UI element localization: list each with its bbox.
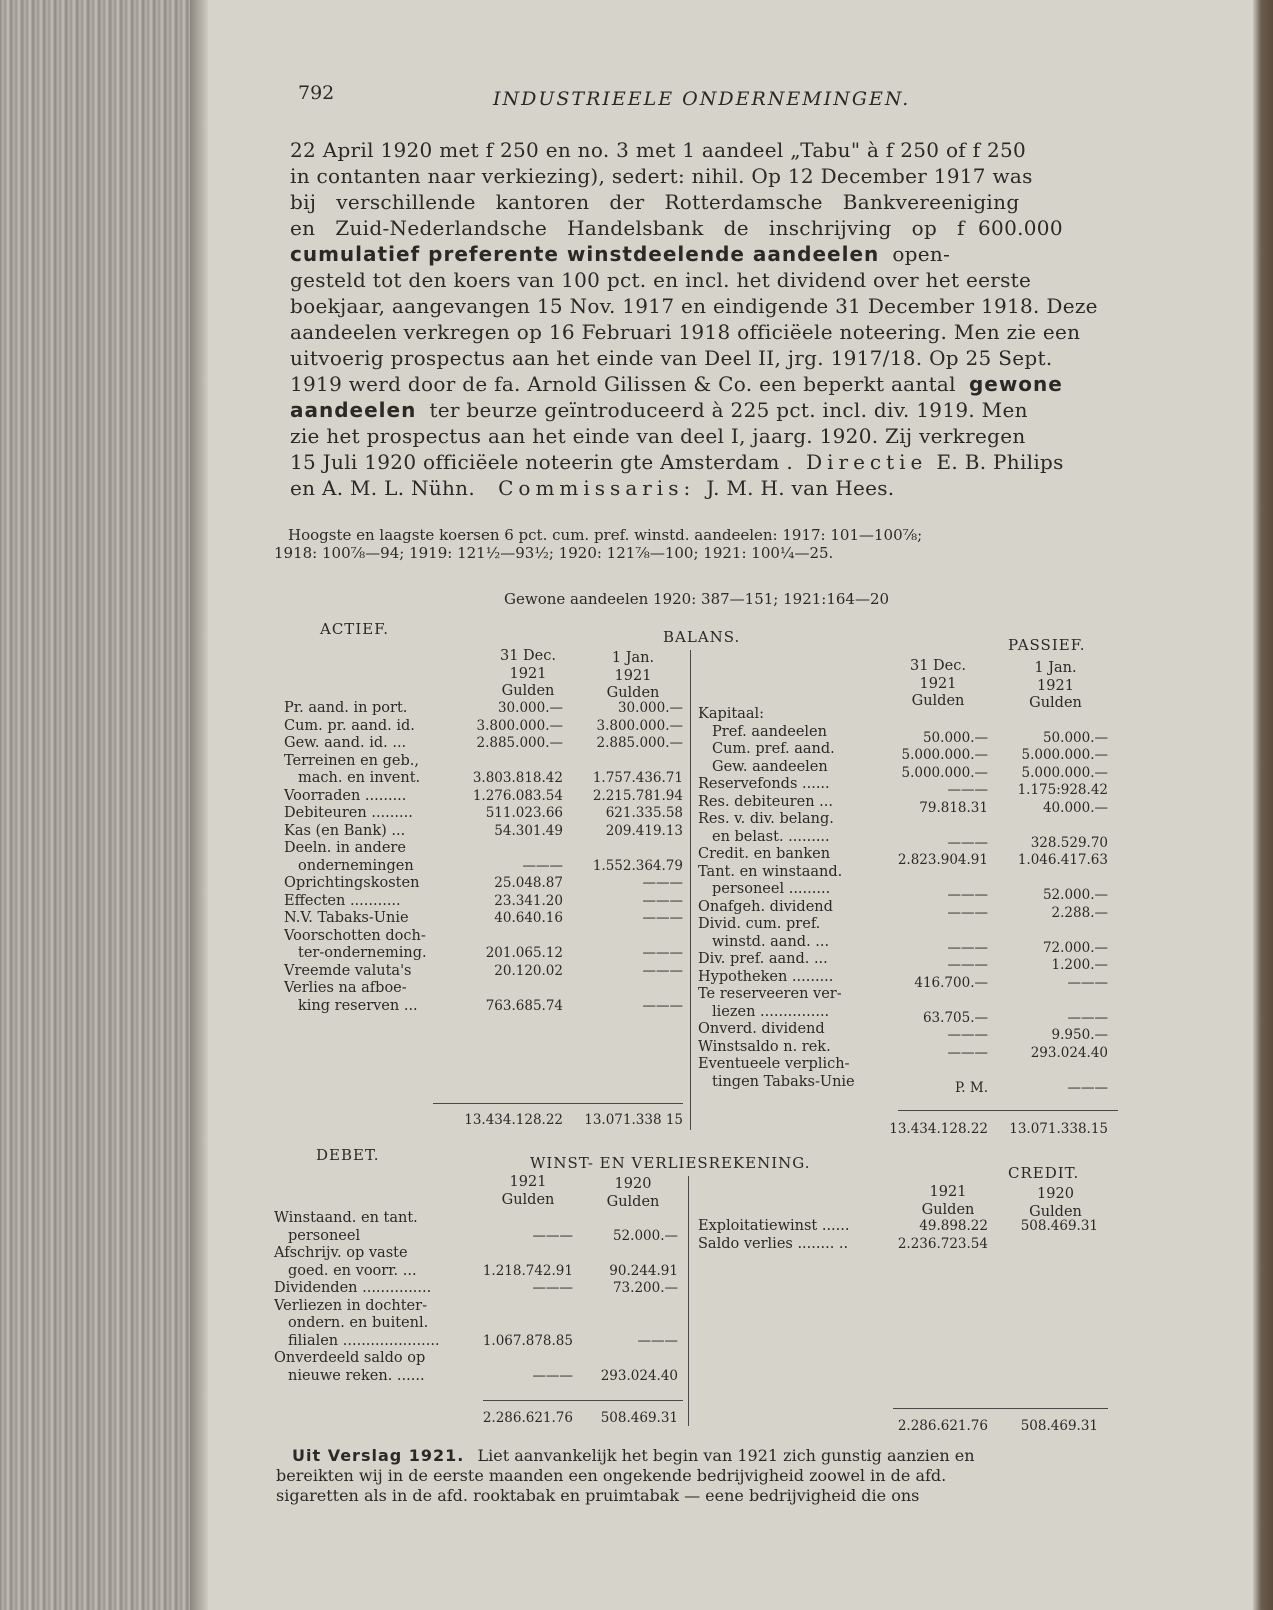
wv-row-label: nieuwe reken. ......	[288, 1367, 425, 1384]
balans-cell: 2.215.781.94	[592, 787, 683, 804]
actief-label-column	[284, 700, 464, 1015]
wv-row-label: Afschrijv. op vaste	[274, 1245, 408, 1261]
debet-label-column	[274, 1210, 474, 1385]
directie-label: Directie	[806, 450, 928, 474]
intro-text: 1919 werd door de fa. Arnold Gilissen & Co. een beperkt aantal	[290, 372, 956, 396]
balans-row-label: Div. pref. aand. ...	[698, 951, 828, 967]
page-title: INDUSTRIEELE ONDERNEMINGEN.	[493, 88, 911, 110]
balans-cell: 201.065.12	[485, 945, 563, 961]
balans-row-label: Res. debiteuren ...	[698, 793, 833, 810]
balans-cell: 23.341.20	[494, 892, 563, 909]
balans-cell: ———	[947, 887, 988, 903]
balans-cell: ———	[642, 997, 683, 1014]
balans-row-label: Pref. aandeelen	[712, 723, 827, 740]
balans-cell: ———	[1067, 974, 1108, 991]
col-header-line: Gulden	[921, 1201, 975, 1218]
col-header-line: 1921	[614, 667, 652, 684]
wv-cell: 1.218.742.91	[482, 1262, 573, 1279]
wv-cell	[463, 1245, 573, 1263]
wv-row-label: Onverdeeld saldo op	[274, 1350, 426, 1366]
balans-cell: P. M.	[954, 1079, 988, 1096]
balans-cell: 1.175:928.42	[1017, 782, 1108, 798]
intro-text: open-	[892, 242, 951, 266]
balans-row-label: Voorraden .........	[284, 787, 407, 804]
balans-row-label: Debiteuren .........	[284, 805, 413, 821]
balans-cell: 9.950.—	[1051, 1027, 1108, 1043]
credit-1920-column	[998, 1218, 1098, 1236]
col-header-line: Gulden	[606, 1193, 660, 1210]
commissaris-value: J. M. H. van Hees.	[706, 476, 895, 500]
balans-cell: 3.800.000.—	[596, 717, 683, 734]
verslag-first-line	[292, 1446, 975, 1465]
verslag-bold: Uit Verslag 1921.	[292, 1446, 465, 1465]
col-header-line: 1920	[1037, 1186, 1074, 1202]
balans-row-label: tingen Tabaks-Unie	[712, 1073, 855, 1090]
wv-cell: 52.000.—	[612, 1227, 678, 1244]
wv-cell: 508.469.31	[1020, 1218, 1098, 1234]
balans-row-label: Winstsaldo n. rek.	[698, 1038, 831, 1055]
debet-1920-column	[578, 1210, 678, 1385]
wv-cell	[578, 1298, 678, 1316]
wv-cell: ———	[532, 1227, 573, 1244]
col-header-line: Gulden	[606, 685, 660, 701]
intro-mixed-line	[290, 398, 1028, 422]
balans-cell: ———	[947, 1044, 988, 1061]
balans-cell	[463, 840, 563, 858]
balans-cell: ———	[947, 957, 988, 973]
balans-cell	[573, 928, 683, 946]
intro-line: boekjaar, aangevangen 15 Nov. 1917 en eindigende 31 December 1918. Deze	[290, 294, 1098, 318]
book-page	[208, 0, 1253, 1610]
bold-text: gewone	[968, 372, 1063, 396]
balans-cell: ———	[642, 945, 683, 961]
balans-row-label: Reservefonds ......	[698, 776, 830, 792]
balans-row-label: Verlies na afboe-	[284, 980, 407, 996]
credit-total-rule	[893, 1408, 1108, 1409]
balans-row-label: Gew. aandeelen	[712, 758, 828, 775]
balans-cell: 3.803.818.42	[472, 770, 563, 786]
actief-total-jan: 13.071.338 15	[584, 1112, 683, 1128]
balans-cell	[888, 712, 988, 730]
balans-cell: 54.301.49	[494, 822, 563, 839]
credit-total-1920: 508.469.31	[1020, 1418, 1098, 1434]
balans-row-label: Terreinen en geb.,	[284, 752, 419, 769]
intro-line: uitvoerig prospectus aan het einde van Deel II, jrg. 1917/18. Op 25 Sept.	[290, 346, 1053, 370]
balans-heading: BALANS.	[663, 628, 741, 646]
passief-total-dec: 13.434.128.22	[889, 1121, 988, 1137]
balans-cell: 3.800.000.—	[476, 717, 563, 734]
wv-cell: 90.244.91	[609, 1262, 678, 1279]
wv-row-label: Verliezen in dochter-	[274, 1297, 427, 1314]
balans-row-label: Te reserveeren ver-	[698, 986, 842, 1002]
balans-cell	[888, 870, 988, 888]
balans-cell	[888, 992, 988, 1010]
intro-mixed-line	[290, 372, 1063, 396]
balans-cell: ———	[947, 904, 988, 921]
balans-cell: 20.120.02	[494, 962, 563, 979]
balans-cell: 52.000.—	[1042, 887, 1108, 903]
intro-line: zie het prospectus aan het einde van deel I, jaarg. 1920. Zij verkregen	[290, 424, 1026, 448]
wv-cell: 293.024.40	[600, 1367, 678, 1384]
wv-col-header-1920	[588, 1176, 678, 1211]
wv-col-header-1921	[488, 1174, 568, 1209]
balans-cell	[998, 870, 1108, 888]
wv-cell: 73.200.—	[612, 1280, 678, 1296]
balans-cell: 1.200.—	[1051, 957, 1108, 973]
balans-cell: 293.024.40	[1030, 1044, 1108, 1061]
balans-cell: 72.000.—	[1042, 939, 1108, 956]
balans-row-label: Cum. pr. aand. id.	[284, 717, 415, 734]
intro-line: gesteld tot den koers van 100 pct. en incl. het dividend over het eerste	[290, 268, 1032, 292]
balans-row-label: N.V. Tabaks-Unie	[284, 910, 409, 926]
verslag-text: Liet aanvankelijk het begin van 1921 zich gunstig aanzien en	[477, 1446, 975, 1465]
balans-cell	[888, 1062, 988, 1080]
passief-total-rule	[898, 1110, 1118, 1111]
balans-row-label: Tant. en winstaand.	[698, 863, 843, 880]
balans-row-label: mach. en invent.	[298, 770, 421, 786]
wv-cell	[463, 1350, 573, 1368]
col-header-line: 1921	[509, 665, 547, 682]
col-header-line: Gulden	[911, 693, 965, 709]
balans-cell	[888, 817, 988, 835]
balans-cell	[998, 992, 1108, 1010]
directie-value: E. B. Philips	[936, 450, 1064, 474]
balans-cell	[573, 980, 683, 998]
wv-cell	[578, 1350, 678, 1368]
col-header-jan-passief	[1013, 660, 1098, 713]
wv-row-label: Saldo verlies ........ ..	[698, 1235, 849, 1252]
col-header-line: 1920	[614, 1176, 652, 1192]
balans-cell: 30.000.—	[497, 700, 563, 716]
credit-1921-column	[888, 1218, 988, 1253]
balans-cell: ———	[947, 782, 988, 798]
balans-row-label: en belast. .........	[712, 828, 830, 845]
wv-row-label: ondern. en buitenl.	[288, 1315, 429, 1331]
balans-cell: 1.552.364.79	[592, 857, 683, 874]
intro-text: en A. M. L. Nühn.	[290, 476, 476, 500]
balans-row-label: Oprichtingskosten	[284, 875, 420, 891]
balans-row-label: Hypotheken .........	[698, 968, 834, 985]
balans-row-label: king reserven ...	[298, 997, 418, 1014]
balans-cell: 50.000.—	[922, 729, 988, 746]
credit-label-column	[698, 1218, 888, 1253]
balans-cell: 25.048.87	[494, 875, 563, 891]
wv-divider	[688, 1176, 689, 1426]
balans-row-label: Credit. en banken	[698, 846, 831, 862]
balans-cell	[888, 922, 988, 940]
col-header-line: 1921	[1037, 677, 1074, 694]
intro-bold-line	[290, 242, 950, 266]
balans-row-label: Cum. pref. aand.	[712, 741, 835, 757]
actief-total-dec: 13.434.128.22	[464, 1112, 563, 1128]
col-header-line: Gulden	[1029, 695, 1082, 711]
wv-row-label: Exploitatiewinst ......	[698, 1218, 850, 1234]
balans-row-label: Res. v. div. belang.	[698, 811, 834, 827]
balans-cell: 63.705.—	[922, 1009, 988, 1026]
credit-total-1921: 2.286.621.76	[897, 1418, 988, 1434]
balans-row-label: Effecten ...........	[284, 892, 401, 909]
balans-cell: 416.700.—	[914, 974, 988, 991]
balans-cell: 40.000.—	[1042, 799, 1108, 816]
bold-text: aandeelen	[290, 398, 417, 422]
balans-row-label: ondernemingen	[298, 857, 414, 874]
wv-row-label: personeel	[288, 1227, 361, 1244]
balans-cell	[998, 817, 1108, 835]
koersen-line: Hoogste en laagste koersen 6 pct. cum. pref. winstd. aandeelen: 1917: 101—100⅞;	[288, 526, 923, 544]
balans-cell: 40.640.16	[494, 910, 563, 926]
wv-cell: ———	[637, 1332, 678, 1349]
right-book-edge	[1253, 0, 1273, 1610]
passief-jan-column	[998, 712, 1108, 1097]
balans-cell: 1.276.083.54	[472, 787, 563, 804]
verslag-line: sigaretten als in de afd. rooktabak en pruimtabak — eene bedrijvigheid die ons	[276, 1486, 920, 1505]
commissaris-label: Commissaris:	[498, 476, 696, 500]
wv-cell	[578, 1210, 678, 1228]
balans-cell: ———	[1067, 1009, 1108, 1026]
wv-col-header-1920-credit	[1013, 1186, 1098, 1221]
koersen-line: 1918: 100⅞—94; 1919: 121½—93½; 1920: 121⅞—100; 1921: 100¼—25.	[274, 544, 834, 562]
passief-dec-column	[888, 712, 988, 1097]
passief-label-column	[698, 706, 898, 1091]
balans-cell: 209.419.13	[605, 822, 683, 839]
balans-cell: 2.823.904.91	[897, 852, 988, 868]
col-header-line: Gulden	[501, 1191, 555, 1208]
balans-row-label: Eventueele verplich-	[698, 1056, 850, 1072]
balans-row-label: Onverd. dividend	[698, 1021, 825, 1037]
intro-text: ter beurze geïntroduceerd à 225 pct. incl. div. 1919. Men	[429, 398, 1028, 422]
balans-cell: 50.000.—	[1042, 729, 1108, 746]
balans-cell: 2.885.000.—	[476, 735, 563, 751]
col-header-line: 1921	[509, 1174, 547, 1190]
col-header-line: Gulden	[1029, 1203, 1082, 1220]
wv-cell	[463, 1298, 573, 1316]
balans-cell: ———	[947, 1027, 988, 1043]
col-header-jan	[588, 650, 678, 703]
page-number: 792	[298, 82, 335, 104]
balans-cell	[573, 840, 683, 858]
balans-cell: 5.000.000.—	[901, 747, 988, 763]
balans-cell: ———	[642, 962, 683, 979]
passief-heading: PASSIEF.	[1008, 636, 1086, 654]
passief-total-jan: 13.071.338.15	[1009, 1121, 1108, 1137]
intro-line: bij verschillende kantoren der Rotterdamsche Bankvereeniging	[290, 190, 1020, 214]
intro-line: aandeelen verkregen op 16 Februari 1918 officiëele noteering. Men zie een	[290, 320, 1081, 344]
balans-cell: 5.000.000.—	[901, 764, 988, 781]
balans-cell: 2.288.—	[1051, 904, 1108, 921]
balans-cell	[463, 753, 563, 771]
col-header-line: 1 Jan.	[611, 650, 655, 666]
wv-row-label: Winstaand. en tant.	[274, 1210, 418, 1226]
balans-row-label: Kas (en Bank) ...	[284, 822, 406, 839]
balans-cell: ———	[947, 939, 988, 956]
col-header-dec	[488, 648, 568, 701]
actief-jan-column	[573, 700, 683, 1015]
balans-cell	[463, 928, 563, 946]
balans-cell: ———	[642, 892, 683, 909]
balans-cell: 328.529.70	[1030, 834, 1108, 851]
balans-cell: 5.000.000.—	[1021, 764, 1108, 781]
balans-cell: 763.685.74	[485, 997, 563, 1014]
balans-row-label: Vreemde valuta's	[284, 962, 412, 979]
wv-cell: ———	[532, 1367, 573, 1384]
col-header-dec-passief	[898, 658, 978, 711]
balans-divider	[690, 650, 691, 1130]
spine-shadow	[190, 0, 208, 1610]
balans-row-label: Voorschotten doch-	[284, 927, 426, 944]
balans-cell: 5.000.000.—	[1021, 747, 1108, 763]
debet-1921-column	[463, 1210, 573, 1385]
intro-line: in contanten naar verkiezing), sedert: nihil. Op 12 December 1917 was	[290, 164, 1033, 188]
debet-total-1920: 508.469.31	[600, 1410, 678, 1426]
bold-text: cumulatief preferente winstdeelende aandeelen	[290, 242, 880, 266]
balans-cell: 79.818.31	[919, 799, 988, 816]
col-header-line: 1 Jan.	[1034, 660, 1077, 676]
balans-row-label: liezen ...............	[712, 1003, 830, 1020]
debet-heading: DEBET.	[316, 1146, 380, 1164]
balans-row-label: Gew. aand. id. ...	[284, 735, 407, 751]
balans-cell	[573, 753, 683, 771]
wv-cell	[578, 1245, 678, 1263]
book-page-edges	[0, 0, 192, 1610]
balans-cell: ———	[642, 910, 683, 926]
wv-cell: ———	[532, 1280, 573, 1296]
koersen-gewone-line: Gewone aandeelen 1920: 387—151; 1921:164—20	[504, 590, 890, 608]
balans-row-label: winstd. aand. ...	[712, 933, 830, 950]
balans-cell: ———	[947, 834, 988, 851]
col-header-line: 31 Dec.	[910, 658, 966, 674]
balans-cell: 1.046.417.63	[1017, 852, 1108, 868]
balans-row-label: Onafgeh. dividend	[698, 898, 833, 915]
balans-row-label: Pr. aand. in port.	[284, 700, 408, 716]
intro-commissaris-line	[290, 476, 894, 500]
credit-heading: CREDIT.	[1008, 1164, 1080, 1182]
balans-cell: ———	[1067, 1079, 1108, 1096]
col-header-line: Gulden	[501, 683, 555, 699]
col-header-line: 31 Dec.	[500, 648, 556, 664]
debet-total-rule	[483, 1400, 683, 1401]
balans-row-label: Deeln. in andere	[284, 840, 406, 856]
balans-cell: ———	[642, 875, 683, 891]
intro-line: 22 April 1920 met f 250 en no. 3 met 1 aandeel „Tabu" à f 250 of f 250	[290, 138, 1027, 162]
balans-cell: 511.023.66	[485, 805, 563, 821]
verslag-line: bereikten wij in de eerste maanden een ongekende bedrijvigheid zoowel in de afd.	[276, 1466, 947, 1485]
actief-total-rule	[433, 1103, 683, 1104]
balans-row-label: personeel .........	[712, 881, 831, 897]
actief-heading: ACTIEF.	[320, 620, 390, 638]
balans-cell: 621.335.58	[605, 805, 683, 821]
col-header-line: 1921	[919, 675, 957, 692]
wv-row-label: Dividenden ...............	[274, 1280, 432, 1296]
balans-cell: 2.885.000.—	[596, 735, 683, 751]
balans-cell: ———	[522, 857, 563, 874]
wv-cell: 2.236.723.54	[897, 1235, 988, 1252]
wv-cell	[463, 1210, 573, 1228]
balans-cell: 30.000.—	[617, 700, 683, 716]
balans-cell	[998, 1062, 1108, 1080]
balans-row-label: Kapitaal:	[698, 706, 765, 722]
col-header-line: 1921	[929, 1184, 967, 1200]
balans-cell	[463, 980, 563, 998]
intro-text: 15 Juli 1920 officiëele noteerin gte Amsterdam .	[290, 450, 793, 474]
intro-directie-line	[290, 450, 1064, 474]
balans-row-label: ter-onderneming.	[298, 945, 427, 961]
actief-dec-column	[463, 700, 563, 1015]
wv-cell: 1.067.878.85	[482, 1332, 573, 1349]
balans-row-label: Divid. cum. pref.	[698, 916, 821, 932]
wv-cell: 49.898.22	[919, 1218, 988, 1234]
wv-cell	[578, 1315, 678, 1333]
intro-line: en Zuid-Nederlandsche Handelsbank de inschrijving op f 600.000	[290, 216, 1063, 240]
wv-row-label: goed. en voorr. ...	[288, 1262, 417, 1279]
wv-col-header-1921-credit	[908, 1184, 988, 1219]
balans-cell	[998, 922, 1108, 940]
wv-cell	[463, 1315, 573, 1333]
balans-cell: 1.757.436.71	[592, 770, 683, 786]
wv-heading: WINST- EN VERLIESREKENING.	[530, 1154, 811, 1172]
balans-cell	[998, 712, 1108, 730]
debet-total-1921: 2.286.621.76	[482, 1410, 573, 1426]
wv-row-label: filialen .....................	[288, 1332, 440, 1349]
